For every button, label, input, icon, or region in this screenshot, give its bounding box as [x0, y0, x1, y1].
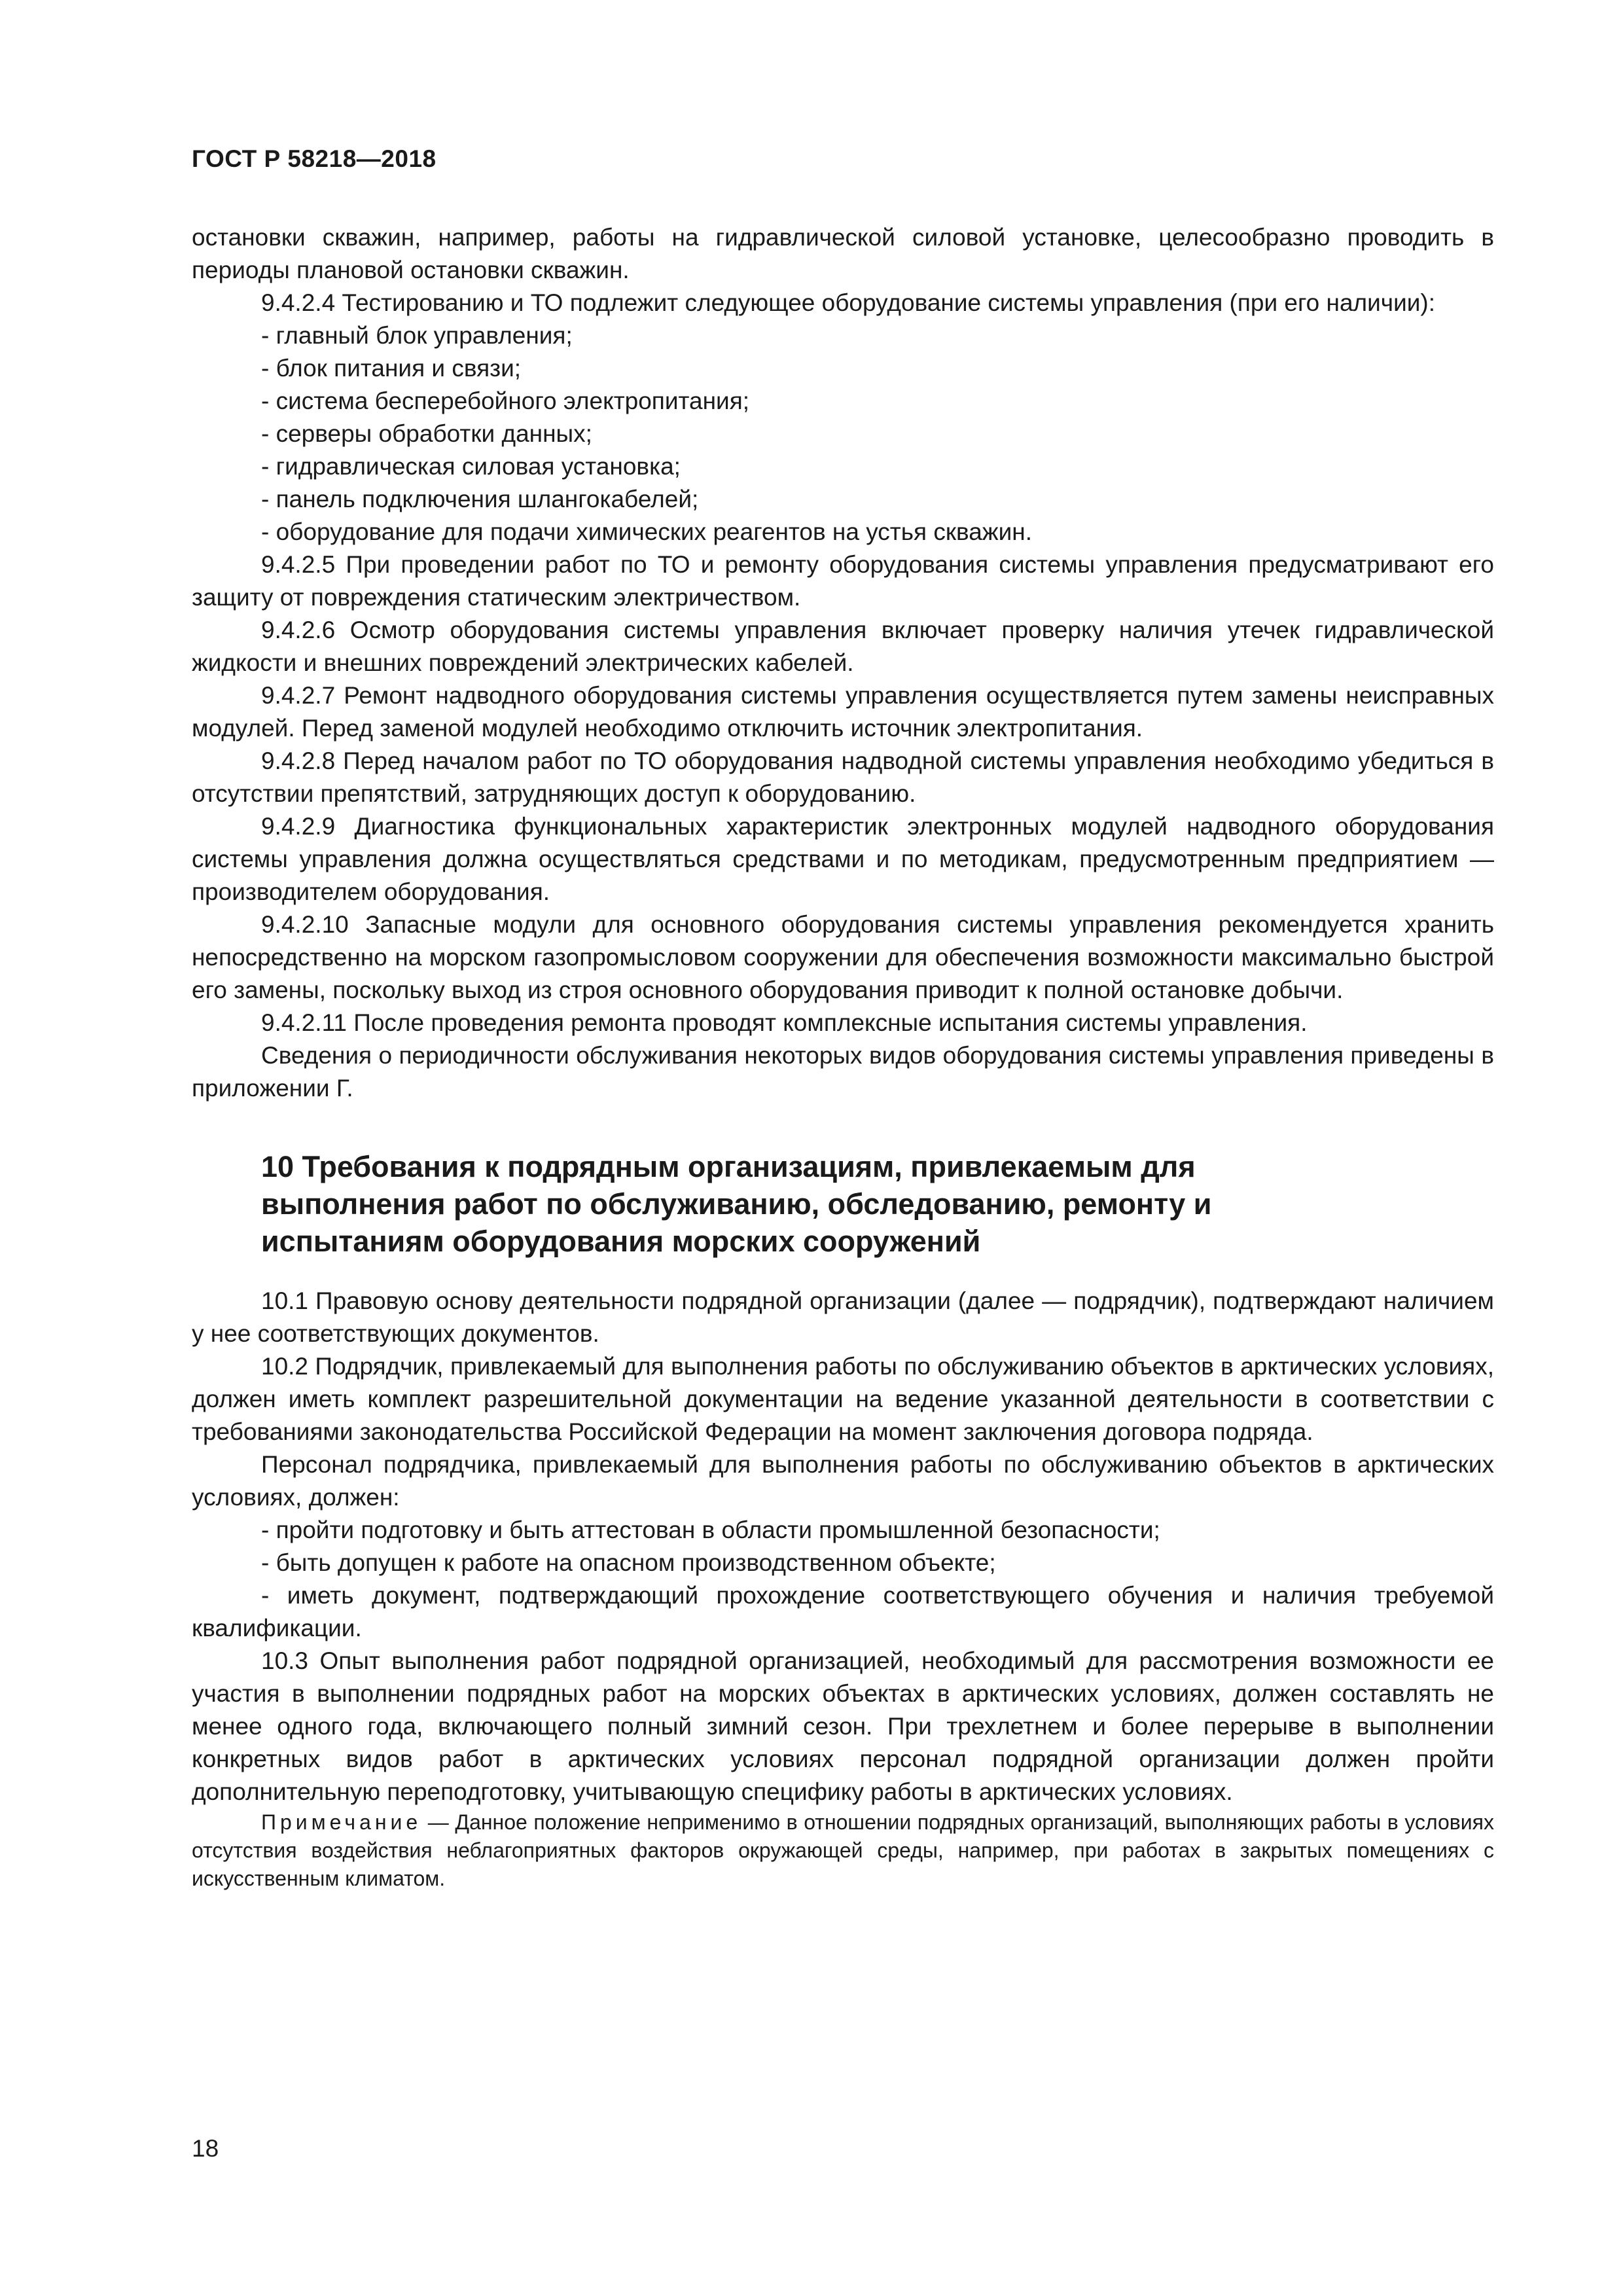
- doc-header-code: ГОСТ Р 58218—2018: [192, 145, 437, 172]
- paragraph-9-4-2-11: 9.4.2.11 После проведения ремонта проводят комплексные испытания системы управления.: [261, 1009, 1308, 1036]
- paragraph-personnel: Персонал подрядчика, привлекаемый для выполнения работы по обслуживанию объектов в арктических условиях, должен:: [192, 1451, 1494, 1511]
- list-item: - быть допущен к работе на опасном производственном объекте;: [261, 1549, 996, 1576]
- list-item: - главный блок управления;: [261, 322, 573, 349]
- paragraph-continuation: остановки скважин, например, работы на гидравлической силовой установке, целесообразно проводить в периоды плановой остановки скважин.: [192, 224, 1494, 283]
- list-item: - блок питания и связи;: [261, 355, 522, 382]
- paragraph-9-4-2-5: 9.4.2.5 При проведении работ по ТО и ремонту оборудования системы управления предусматривают его защиту от повреждения статическим электричеством.: [192, 551, 1494, 611]
- personnel-requirements-list: [192, 1514, 1494, 1645]
- paragraph-9-4-2-10: 9.4.2.10 Запасные модули для основного оборудования системы управления рекомендуется хранить непосредственно на морском газопромысловом сооружении для обеспечения возможности максимально быстрой его замены, поскольку выход из строя основного оборудования приводит к полной остановке добычи.: [192, 911, 1494, 1003]
- paragraph-10-3: 10.3 Опыт выполнения работ подрядной организацией, необходимый для рассмотрения возможности ее участия в выполнении подрядных работ на морских объектах в арктических условиях, должен составлять не менее одного года, включающего полный зимний сезон. При трехлетнем и более перерыве в выполнении конкретных видов работ в арктических условиях персонал подрядной организации должен пройти дополнительную переподготовку, учитывающую специфику работы в арктических условиях.: [192, 1647, 1494, 1805]
- paragraph-9-4-2-9: 9.4.2.9 Диагностика функциональных характеристик электронных модулей надводного оборудования системы управления должна осуществляться средствами и по методикам, предусмотренным предприятием — производителем оборудования.: [192, 813, 1494, 905]
- paragraph-9-4-2-7: 9.4.2.7 Ремонт надводного оборудования системы управления осуществляется путем замены неисправных модулей. Перед заменой модулей необходимо отключить источник электропитания.: [192, 682, 1494, 742]
- note-text: — Данное положение неприменимо в отношении подрядных организаций, выполняющих работы в условиях отсутствия воздействия неблагоприятных факторов окружающей среды, например, при работах в закрытых помещениях с искусственным климатом.: [192, 1810, 1494, 1890]
- list-item: - пройти подготовку и быть аттестован в области промышленной безопасности;: [261, 1516, 1160, 1543]
- paragraph-10-1: 10.1 Правовую основу деятельности подрядной организации (далее — подрядчик), подтверждают наличием у нее соответствующих документов.: [192, 1287, 1494, 1347]
- paragraph-9-4-2-8: 9.4.2.8 Перед началом работ по ТО оборудования надводной системы управления необходимо убедиться в отсутствии препятствий, затрудняющих доступ к оборудованию.: [192, 747, 1494, 807]
- list-item: - панель подключения шлангокабелей;: [261, 486, 699, 512]
- list-item: - система бесперебойного электропитания;: [261, 387, 750, 414]
- note-label: Примечание: [261, 1810, 422, 1834]
- paragraph-9-4-2-4: 9.4.2.4 Тестированию и ТО подлежит следующее оборудование системы управления (при его наличии):: [261, 289, 1436, 316]
- paragraph-9-4-2-6: 9.4.2.6 Осмотр оборудования системы управления включает проверку наличия утечек гидравлической жидкости и внешних повреждений электрических кабелей.: [192, 617, 1494, 676]
- page-number: 18: [192, 2135, 219, 2162]
- list-item: - оборудование для подачи химических реагентов на устья скважин.: [261, 518, 1032, 545]
- list-item: - гидравлическая силовая установка;: [261, 453, 681, 480]
- paragraph-periodicity: Сведения о периодичности обслуживания некоторых видов оборудования системы управления приведены в приложении Г.: [192, 1042, 1494, 1102]
- paragraph-10-2: 10.2 Подрядчик, привлекаемый для выполнения работы по обслуживанию объектов в арктических условиях, должен иметь комплект разрешительной документации на ведение указанной деятельности в соответствии с требованиями законодательства Российской Федерации на момент заключения договора подряда.: [192, 1353, 1494, 1445]
- note: [192, 1808, 1494, 1893]
- section-10-heading: 10 Требования к подрядным организациям, привлекаемым для выполнения работ по обслуживанию, обследованию, ремонту и испытаниям оборудования морских сооружений: [261, 1150, 1212, 1258]
- document-body: [192, 221, 1494, 1893]
- equipment-list: [192, 319, 1494, 548]
- list-item: - серверы обработки данных;: [261, 420, 592, 447]
- list-item: - иметь документ, подтверждающий прохождение соответствующего обучения и наличия требуемой квалификации.: [192, 1582, 1494, 1641]
